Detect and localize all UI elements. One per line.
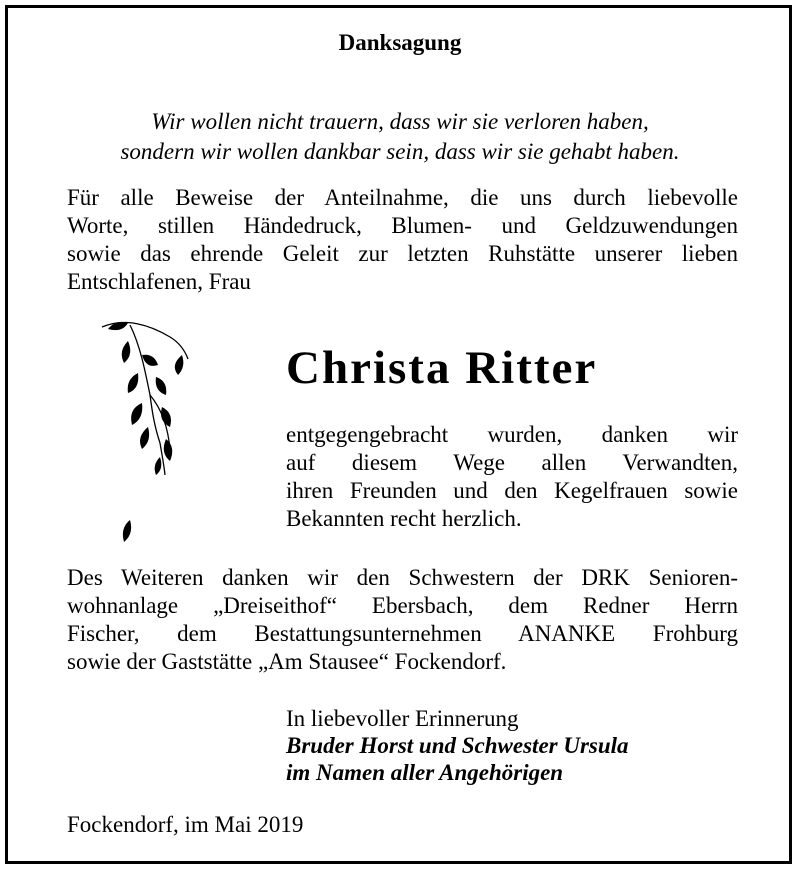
intro-line-4: Entschlafenen, Frau <box>67 269 251 294</box>
notice-heading: Danksagung <box>338 30 462 55</box>
signature-line-3: im Namen aller Angehörigen <box>286 760 564 785</box>
signature-line-1: In liebevoller Erinnerung <box>286 706 519 731</box>
intro-line-1: Für alle Beweise der Anteilnahme, die uns durch liebevolle <box>67 185 738 210</box>
intro-paragraph <box>67 184 738 296</box>
further-line-1: Des Weiteren danken wir den Schwestern der DRK Senioren- <box>67 565 738 590</box>
intro-line-3: sowie das ehrende Geleit zur letzten Ruhstätte unserer lieben <box>67 241 738 266</box>
signature-block <box>286 705 629 786</box>
deceased-name: Christa Ritter <box>286 342 598 394</box>
thanks-line-2: auf diesem Wege allen Verwandten, <box>286 450 738 475</box>
further-line-4: sowie der Gaststätte „Am Stausee“ Fockendorf. <box>67 649 507 674</box>
further-line-3: Fischer, dem Bestattungsunternehmen ANANKE Frohburg <box>67 621 738 646</box>
quote-block <box>0 107 800 167</box>
thanks-paragraph <box>286 421 738 533</box>
quote-line-2: sondern wir wollen dankbar sein, dass wir sie gehabt haben. <box>120 139 680 164</box>
thanks-line-1: entgegengebracht wurden, danken wir <box>286 422 738 447</box>
quote-line-1: Wir wollen nicht trauern, dass wir sie verloren haben, <box>151 109 649 134</box>
intro-line-2: Worte, stillen Händedruck, Blumen- und Geldzuwendungen <box>67 213 738 238</box>
signature-line-2: Bruder Horst und Schwester Ursula <box>286 733 629 758</box>
further-line-2: wohnanlage „Dreiseithof“ Ebersbach, dem Redner Herrn <box>67 593 738 618</box>
further-thanks-paragraph <box>67 564 738 676</box>
place-date: Fockendorf, im Mai 2019 <box>67 812 304 837</box>
thanks-line-3: ihren Freunden und den Kegelfrauen sowie <box>286 478 738 503</box>
thanks-line-4: Bekannten recht herzlich. <box>286 506 522 531</box>
birch-leaves-branch-icon <box>90 315 200 555</box>
